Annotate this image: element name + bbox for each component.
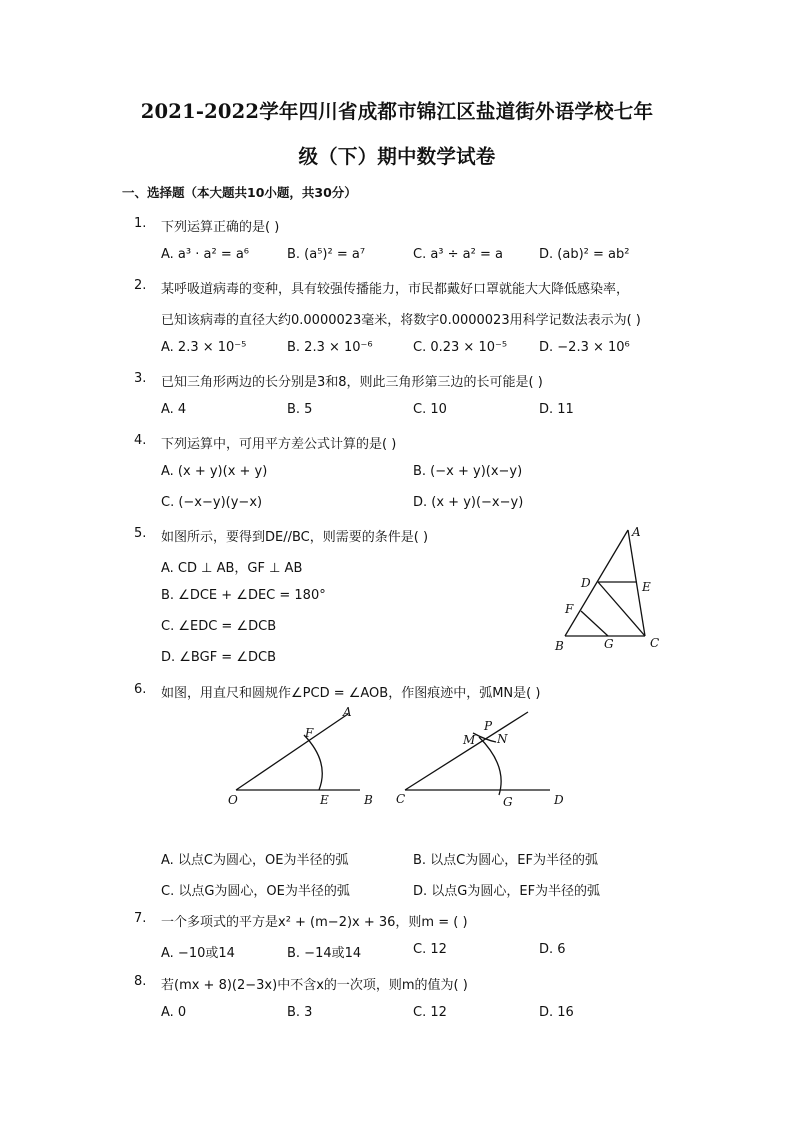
option-a: A. CD ⊥ AB，GF ⊥ AB <box>161 561 303 576</box>
option-c: C. 以点G为圆心，OE为半径的弧 <box>161 884 350 899</box>
option-d: D. 16 <box>539 1005 574 1020</box>
question-number: 1. <box>134 216 147 231</box>
label-c: C <box>396 792 406 806</box>
option-a: A. (x + y)(x + y) <box>161 464 268 479</box>
question-stem: 已知三角形两边的长分别是3和8，则此三角形第三边的长可能是( ) <box>161 375 543 390</box>
question-stem: 如图，用直尺和圆规作∠PCD = ∠AOB，作图痕迹中，弧MN是( ) <box>161 686 541 701</box>
option-b: B. 2.3 × 10⁻⁶ <box>287 340 373 355</box>
option-d: D. 6 <box>539 942 566 957</box>
question-stem: 下列运算正确的是( ) <box>161 220 280 235</box>
option-d: D. (x + y)(−x−y) <box>413 495 524 510</box>
exam-title-line2: 级（下）期中数学试卷 <box>298 145 496 168</box>
question-number: 8. <box>134 974 147 989</box>
label-c: C <box>650 636 660 650</box>
question-number: 7. <box>134 911 147 926</box>
option-a: A. 2.3 × 10⁻⁵ <box>161 340 247 355</box>
question-stem: 某呼吸道病毒的变种，具有较强传播能力，市民都戴好口罩就能大大降低感染率， <box>161 282 630 297</box>
option-b: B. (a⁵)² = a⁷ <box>287 247 366 262</box>
option-b: B. ∠DCE + ∠DEC = 180° <box>161 588 326 603</box>
triangle-figure-q5 <box>548 520 678 660</box>
label-f: F <box>305 726 314 740</box>
option-c: C. (−x−y)(y−x) <box>161 495 263 510</box>
option-d: D. 11 <box>539 402 574 417</box>
question-number: 4. <box>134 433 147 448</box>
exam-title-line1: 2021-2022学年四川省成都市锦江区盐道街外语学校七年 <box>140 100 654 123</box>
option-a: A. 0 <box>161 1005 187 1020</box>
label-d: D <box>581 576 591 590</box>
option-b: B. 5 <box>287 402 313 417</box>
option-d: D. −2.3 × 10⁶ <box>539 340 630 355</box>
label-g: G <box>503 795 513 809</box>
question-stem: 一个多项式的平方是x² + (m−2)x + 36，则m = ( ) <box>161 915 468 930</box>
option-c: C. 12 <box>413 942 447 957</box>
question-number: 6. <box>134 682 147 697</box>
option-d: D. 以点G为圆心，EF为半径的弧 <box>413 884 601 899</box>
label-e: E <box>320 793 329 807</box>
label-o: O <box>228 793 238 807</box>
label-f: F <box>565 602 574 616</box>
option-c: C. 12 <box>413 1005 447 1020</box>
option-a: A. 以点C为圆心，OE为半径的弧 <box>161 853 349 868</box>
option-c: C. 10 <box>413 402 447 417</box>
label-n: N <box>497 732 508 746</box>
label-e: E <box>642 580 651 594</box>
question-stem: 如图所示，要得到DE//BC，则需要的条件是( ) <box>161 530 429 545</box>
label-a: A <box>632 525 641 539</box>
option-c: C. ∠EDC = ∠DCB <box>161 619 277 634</box>
option-b: B. 以点C为圆心，EF为半径的弧 <box>413 853 598 868</box>
option-c: C. a³ ÷ a² = a <box>413 247 503 262</box>
option-a: A. −10或14 <box>161 946 235 961</box>
label-p: P <box>484 719 493 733</box>
question-number: 2. <box>134 278 147 293</box>
option-b: B. −14或14 <box>287 946 362 961</box>
question-stem: 下列运算中，可用平方差公式计算的是( ) <box>161 437 397 452</box>
option-a: A. 4 <box>161 402 187 417</box>
question-number: 5. <box>134 526 147 541</box>
option-d: D. ∠BGF = ∠DCB <box>161 650 276 665</box>
label-g: G <box>604 637 614 651</box>
option-c: C. 0.23 × 10⁻⁵ <box>413 340 508 355</box>
question-number: 3. <box>134 371 147 386</box>
section-heading: 一、选择题（本大题共10小题，共30分） <box>122 185 357 200</box>
option-d: D. (ab)² = ab² <box>539 247 630 262</box>
question-stem: 若(mx + 8)(2−3x)中不含x的一次项，则m的值为( ) <box>161 978 468 993</box>
label-b: B <box>364 793 373 807</box>
option-b: B. 3 <box>287 1005 313 1020</box>
angle-construction-figure-q6 <box>220 700 580 810</box>
label-a: A <box>343 705 352 719</box>
question-stem-cont: 已知该病毒的直径大约0.0000023毫米，将数字0.0000023用科学记数法表示为( ) <box>161 313 641 328</box>
label-d: D <box>554 793 564 807</box>
label-b: B <box>555 639 564 653</box>
option-b: B. (−x + y)(x−y) <box>413 464 523 479</box>
label-m: M <box>463 733 476 747</box>
option-a: A. a³ · a² = a⁶ <box>161 247 250 262</box>
